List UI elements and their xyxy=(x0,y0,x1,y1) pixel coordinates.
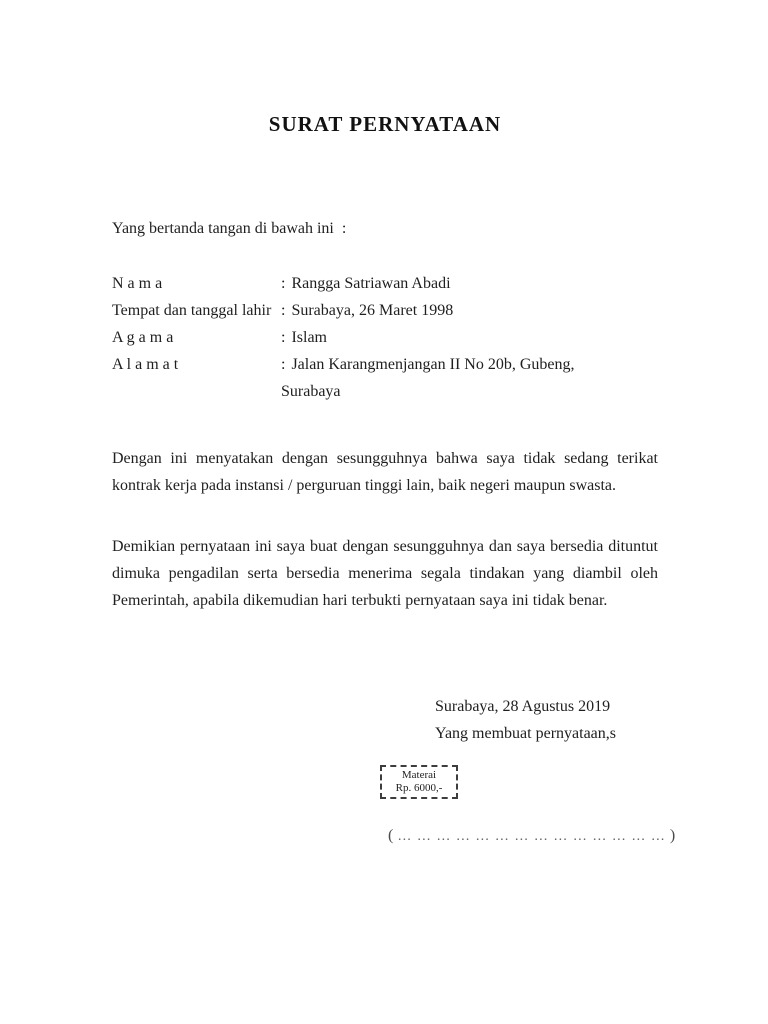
field-row-tempat-tanggal-lahir xyxy=(112,297,658,324)
field-value-agama xyxy=(281,324,627,351)
field-label-agama: A g a m a xyxy=(112,329,174,346)
field-row-nama xyxy=(112,270,658,297)
field-separator: : xyxy=(281,302,286,319)
open-paren: ( xyxy=(388,827,394,844)
statement-paragraph-2: Demikian pernyataan ini saya buat dengan sesungguhnya dan saya bersedia dituntut dimuka pengadilan serta bersedia menerima segala tindakan yang diambil oleh Pemerintah, apabila dikemudian hari terbukti pernyataan saya ini tidak benar. xyxy=(112,538,658,609)
field-label-alamat: A l a m a t xyxy=(112,356,179,373)
identity-fields xyxy=(112,270,658,405)
field-value-tempat-tanggal-lahir xyxy=(281,297,627,324)
signature-place-date: Surabaya, 28 Agustus 2019 xyxy=(435,698,611,715)
field-label-nama: N a m a xyxy=(112,275,163,292)
field-separator: : xyxy=(281,356,286,373)
field-value-alamat xyxy=(281,351,627,405)
signature-name-line xyxy=(388,826,676,847)
field-text: Surabaya, 26 Maret 1998 xyxy=(291,302,454,319)
field-separator: : xyxy=(281,275,286,292)
statement-paragraph-1: Dengan ini menyatakan dengan sesungguhnya bahwa saya tidak sedang terikat kontrak kerja pada instansi / perguruan tinggi lain, baik negeri maupun swasta. xyxy=(112,450,658,494)
signature-block xyxy=(435,693,658,747)
field-text: Jalan Karangmenjangan II No 20b, Gubeng, Surabaya xyxy=(281,356,575,400)
signature-role: Yang membuat pernyataan,s xyxy=(435,725,616,742)
field-row-alamat xyxy=(112,351,658,405)
field-value-nama xyxy=(281,270,627,297)
materai-label: Materai xyxy=(401,769,437,781)
dotted-leader: … … … … … … … … … … … … … … xyxy=(397,829,666,844)
field-text: Rangga Satriawan Abadi xyxy=(291,275,451,292)
close-paren: ) xyxy=(669,827,676,844)
field-row-agama xyxy=(112,324,658,351)
intro-line: Yang bertanda tangan di bawah ini : xyxy=(112,220,347,237)
materai-stamp-box xyxy=(380,765,458,799)
field-separator: : xyxy=(281,329,286,346)
field-label-tempat-tanggal-lahir: Tempat dan tanggal lahir xyxy=(112,302,272,319)
materai-amount: Rp. 6000,- xyxy=(395,782,443,794)
field-text: Islam xyxy=(291,329,327,346)
page-title: SURAT PERNYATAAN xyxy=(268,112,502,136)
